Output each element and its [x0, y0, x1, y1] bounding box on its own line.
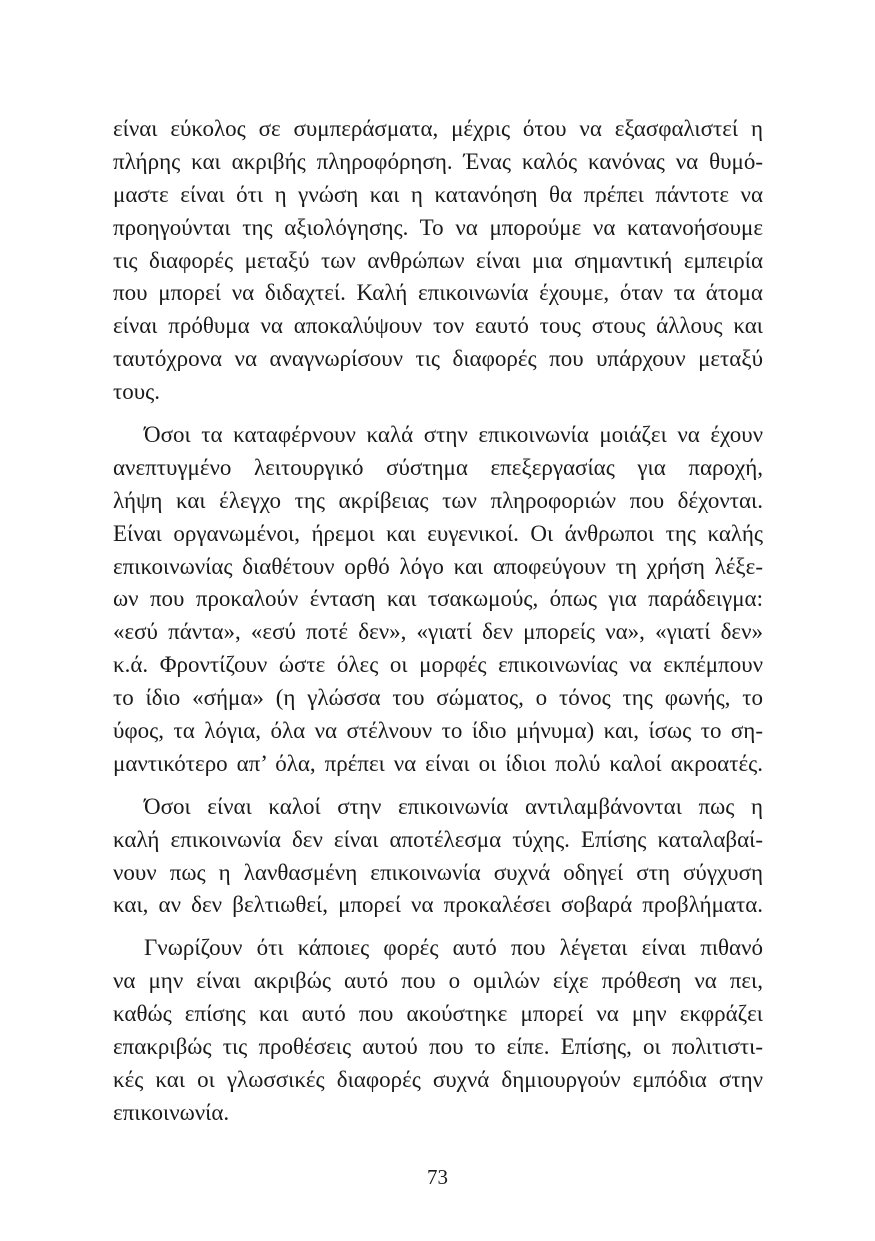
text-line: Είναι οργανωμένοι, ήρεμοι και ευγενικοί. Οι άνθρωποι της καλής [113, 520, 763, 546]
text-line: επακριβώς τις προθέσεις αυτού που το είπε. Επίσης, οι πολιτιστι- [113, 1034, 763, 1060]
page-number: 73 [427, 1165, 448, 1189]
paragraph-2 [113, 419, 763, 781]
text-line: ανεπτυγμένο λειτουργικό σύστημα επεξεργασίας για παροχή, [113, 454, 763, 480]
text-line: και, αν δεν βελτιωθεί, μπορεί να προκαλέσει σοβαρά προβλήματα. [113, 892, 763, 918]
text-line: «εσύ πάντα», «εσύ ποτέ δεν», «γιατί δεν μπορείς να», «γιατί δεν» [113, 619, 763, 645]
text-line: Γνωρίζουν ότι κάποιες φορές αυτό που λέγεται είναι πιθανό [144, 935, 763, 961]
text-line: είναι εύκολος σε συμπεράσματα, μέχρις ότου να εξασφαλιστεί η [113, 116, 763, 141]
text-line: τους. [113, 379, 160, 405]
text-line: μαστε είναι ότι η γνώση και η κατανόηση θα πρέπει πάντοτε να [113, 181, 763, 207]
text-line: είναι πρόθυμα να αποκαλύψουν τον εαυτό τους στους άλλους και [113, 313, 763, 339]
text-line: λήψη και έλεγχο της ακρίβειας των πληροφοριών που δέχονται. [113, 487, 763, 513]
text-line: μαντικότερο απ’ όλα, πρέπει να είναι οι ίδιοι πολύ καλοί ακροατές. [113, 750, 763, 776]
text-line: ταυτόχρονα να αναγνωρίσουν τις διαφορές που υπάρχουν μεταξύ [113, 346, 763, 372]
text-line: Όσοι είναι καλοί στην επικοινωνία αντιλαμβάνονται πως η [144, 793, 763, 819]
text-line: τις διαφορές μεταξύ των ανθρώπων είναι μια σημαντική εμπειρία [113, 247, 763, 273]
text-line: ων που προκαλούν ένταση και τσακωμούς, όπως για παράδειγμα: [113, 586, 763, 612]
text-line: ύφος, τα λόγια, όλα να στέλνουν το ίδιο μήνυμα) και, ίσως το ση- [113, 718, 763, 744]
text-line: Όσοι τα καταφέρνουν καλά στην επικοινωνία μοιάζει να έχουν [144, 422, 763, 448]
text-line: που μπορεί να διδαχτεί. Καλή επικοινωνία έχουμε, όταν τα άτομα [113, 280, 763, 306]
page-body [113, 113, 763, 1130]
text-line: να μην είναι ακριβώς αυτό που ο ομιλών είχε πρόθεση να πει, [113, 968, 763, 994]
paragraph-4 [113, 932, 763, 1129]
text-line: νουν πως η λανθασμένη επικοινωνία συχνά οδηγεί στη σύγχυση [113, 859, 763, 885]
text-line: προηγούνται της αξιολόγησης. Το να μπορούμε να κατανοήσουμε [113, 214, 763, 240]
text-line: κές και οι γλωσσικές διαφορές συχνά δημιουργούν εμπόδια στην [113, 1066, 763, 1092]
text-line: πλήρης και ακριβής πληροφόρηση. Ένας καλός κανόνας να θυμό- [113, 148, 763, 174]
paragraph-1 [113, 113, 763, 409]
paragraph-3 [113, 791, 763, 923]
text-line: καθώς επίσης και αυτό που ακούστηκε μπορεί να μην εκφράζει [113, 1001, 763, 1027]
text-line: καλή επικοινωνία δεν είναι αποτέλεσμα τύχης. Επίσης καταλαβαί- [113, 826, 763, 852]
text-line: κ.ά. Φροντίζουν ώστε όλες οι μορφές επικοινωνίας να εκπέμπουν [113, 652, 763, 678]
text-line: επικοινωνίας διαθέτουν ορθό λόγο και αποφεύγουν τη χρήση λέξε- [113, 553, 763, 579]
text-line: το ίδιο «σήμα» (η γλώσσα του σώματος, ο τόνος της φωνής, το [113, 685, 763, 711]
text-line: επικοινωνία. [113, 1099, 230, 1125]
